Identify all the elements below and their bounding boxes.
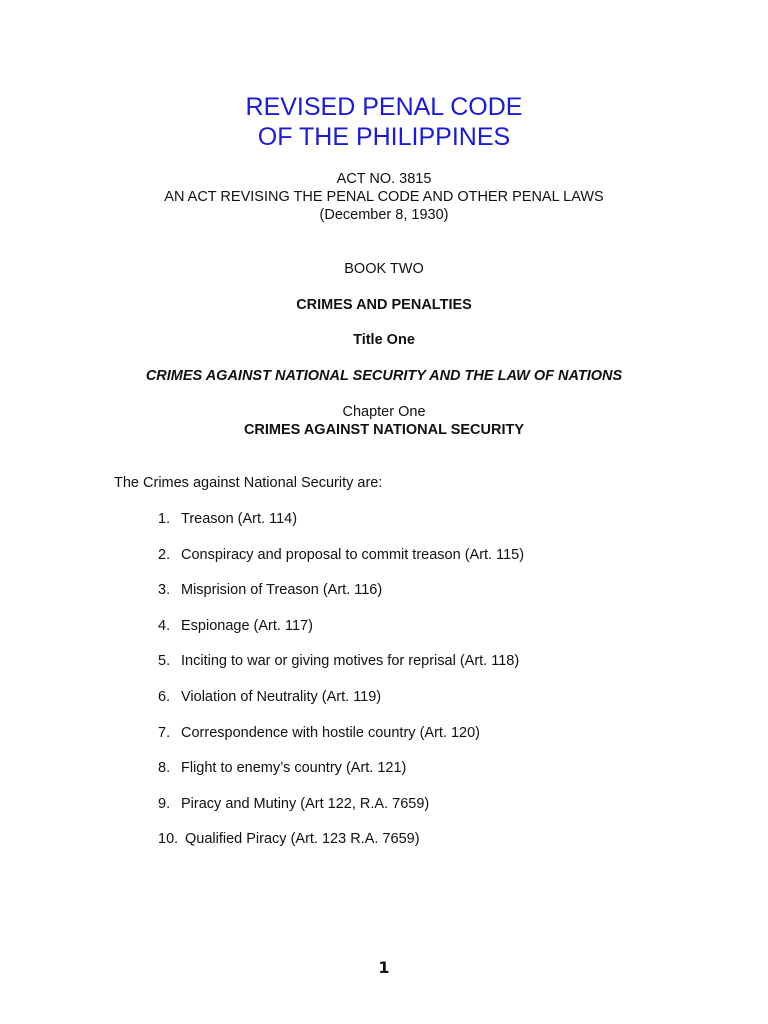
list-item-text: Piracy and Mutiny (Art 122, R.A. 7659) <box>181 795 430 812</box>
list-item <box>158 795 524 831</box>
list-item-text: Misprision of Treason (Art. 116) <box>181 582 383 599</box>
document-title-line-1: REVISED PENAL CODE <box>245 93 523 121</box>
title-label: Title One <box>353 332 415 348</box>
act-description: AN ACT REVISING THE PENAL CODE AND OTHER PENAL LAWS <box>164 189 604 205</box>
list-item-number: 3. <box>158 582 171 599</box>
list-item <box>158 724 524 760</box>
list-item <box>158 617 524 653</box>
list-item-text: Correspondence with hostile country (Art. 120) <box>181 724 481 741</box>
list-item-number: 8. <box>158 760 171 777</box>
list-item-text: Treason (Art. 114) <box>181 511 298 527</box>
list-item-number: 4. <box>158 617 171 634</box>
act-number: ACT NO. 3815 <box>336 171 432 187</box>
act-date: (December 8, 1930) <box>319 207 449 223</box>
list-item-text: Violation of Neutrality (Art. 119) <box>181 688 382 705</box>
list-item-number: 2. <box>158 546 171 563</box>
title-name: CRIMES AGAINST NATIONAL SECURITY AND THE LAW OF NATIONS <box>145 368 623 384</box>
crimes-list <box>158 510 524 866</box>
book-title: CRIMES AND PENALTIES <box>296 297 472 313</box>
list-item-number: 1. <box>158 511 171 527</box>
list-item-text: Inciting to war or giving motives for reprisal (Art. 118) <box>181 653 520 670</box>
list-item <box>158 581 524 617</box>
list-item-number: 7. <box>158 724 171 741</box>
list-item-text: Flight to enemy’s country (Art. 121) <box>181 760 407 777</box>
intro-text: The Crimes against National Security are: <box>114 475 383 491</box>
list-item-number: 10. <box>158 831 179 848</box>
list-item <box>158 830 524 866</box>
page-number: 1 <box>378 958 390 977</box>
list-item-number: 5. <box>158 653 171 670</box>
document-title-line-2: OF THE PHILIPPINES <box>257 123 511 151</box>
chapter-name: CRIMES AGAINST NATIONAL SECURITY <box>243 422 525 438</box>
list-item-number: 6. <box>158 688 171 705</box>
list-item <box>158 652 524 688</box>
list-item-number: 9. <box>158 795 171 812</box>
list-item-text: Qualified Piracy (Art. 123 R.A. 7659) <box>185 831 420 848</box>
list-item <box>158 510 524 546</box>
list-item <box>158 759 524 795</box>
list-item <box>158 688 524 724</box>
list-item-text: Espionage (Art. 117) <box>181 617 313 634</box>
list-item-text: Conspiracy and proposal to commit treason (Art. 115) <box>181 546 525 563</box>
book-heading: BOOK TWO <box>344 261 424 277</box>
chapter-label: Chapter One <box>342 404 426 420</box>
list-item <box>158 546 524 582</box>
